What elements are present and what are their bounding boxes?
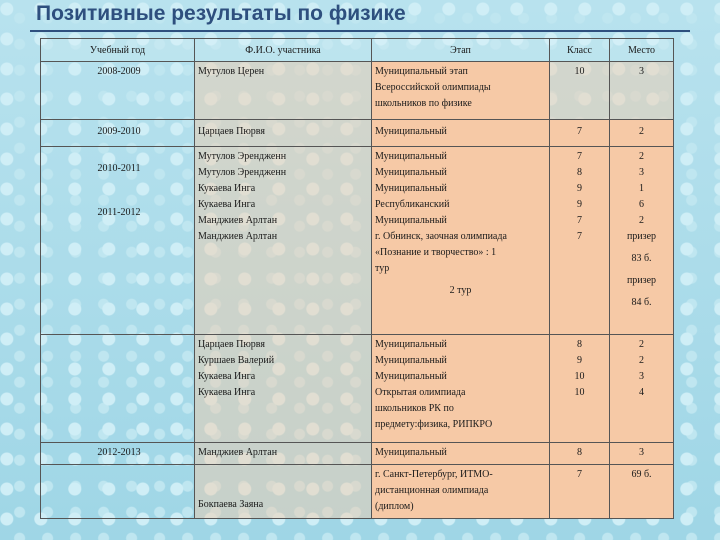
grade-value: 10 [574,387,585,398]
place-cell [610,335,674,443]
grade-value: 8 [577,447,582,458]
participant-name: Манджиев Арлтан [198,447,278,458]
header-name: Ф.И.О. участника [195,39,372,62]
table-row [41,120,674,147]
table-row [41,443,674,465]
name-cell [195,62,372,120]
stage-text: Муниципальный [375,183,447,194]
header-year: Учебный год [41,39,195,62]
page-title: Позитивные результаты по физике [36,2,406,25]
participant-name: Царцаев Пюрвя [198,126,265,137]
grade-value: 10 [574,371,585,382]
stage-text: Муниципальный [375,126,447,137]
grade-value: 7 [577,469,582,480]
place-value: 6 [639,199,644,210]
year-cell [41,335,195,443]
place-value: призер [626,231,657,242]
year-label: 2008-2009 [97,66,141,77]
place-value: 2 [639,339,644,350]
participant-name: Кукаева Инга [198,199,256,210]
place-value: 3 [639,371,644,382]
place-value: 2 [639,215,644,226]
place-cell [610,120,674,147]
grade-value: 7 [577,215,582,226]
stage-cell [372,465,550,519]
header-grade: Класс [550,39,610,62]
place-value: 3 [639,167,644,178]
grade-cell [550,120,610,147]
header-row [41,39,674,62]
year-cell [41,62,195,120]
stage-text: дистанционная олимпиада [375,485,489,496]
participant-name: Манджиев Арлтан [198,215,278,226]
stage-text: тур [375,263,390,274]
participant-name: Кукаева Инга [198,387,256,398]
stage-text: Муниципальный [375,167,447,178]
table-row [41,465,674,519]
place-cell [610,147,674,335]
participant-name: Царцаев Пюрвя [198,339,265,350]
stage-text: Муниципальный этап [375,66,468,77]
stage-text: Муниципальный [375,447,447,458]
grade-value: 7 [577,231,582,242]
stage-text: школьников по физике [375,98,472,109]
stage-text: «Познание и творчество» : 1 [375,247,497,258]
participant-name: Мутулов Церен [198,66,265,77]
stage-text: (диплом) [375,501,414,512]
results-table [40,38,674,519]
grade-value: 8 [577,167,582,178]
stage-text: г. Санкт-Петербург, ИТМО- [375,469,493,480]
stage-text: Муниципальный [375,215,447,226]
participant-name: Бокпаева Заяна [198,499,264,510]
place-value: 69 б. [631,469,652,480]
grade-cell [550,443,610,465]
name-cell [195,120,372,147]
title-underline [30,30,690,32]
place-value: 3 [639,447,644,458]
stage-text: Муниципальный [375,355,447,366]
stage-text: г. Обнинск, заочная олимпиада [375,231,507,242]
participant-name: Кукаева Инга [198,183,256,194]
place-cell [610,62,674,120]
stage-text: Муниципальный [375,339,447,350]
grade-value: 9 [577,183,582,194]
grade-cell [550,465,610,519]
stage-text: школьников РК по [375,403,454,414]
stage-text: предмету:физика, РИПКРО [375,419,493,430]
name-cell [195,147,372,335]
grade-cell [550,62,610,120]
stage-text: Муниципальный [375,371,447,382]
stage-text: Республиканский [375,199,450,210]
place-value: 2 [639,355,644,366]
place-value: призер [626,275,657,286]
place-value: 2 [639,126,644,137]
place-value: 2 [639,151,644,162]
place-value: 3 [639,66,644,77]
grade-value: 9 [577,355,582,366]
stage-text: 2 тур [449,285,472,296]
table-row [41,62,674,120]
stage-cell [372,62,550,120]
place-value: 83 б. [631,253,652,264]
stage-cell [372,147,550,335]
stage-cell [372,335,550,443]
grade-cell [550,335,610,443]
header-place: Место [610,39,674,62]
place-value: 1 [639,183,644,194]
year-cell [41,120,195,147]
header-stage: Этап [372,39,550,62]
name-cell [195,465,372,519]
year-label: 2010-2011 [97,163,141,174]
stage-text: Муниципальный [375,151,447,162]
stage-cell [372,443,550,465]
year-label: 2012-2013 [97,447,141,458]
grade-value: 7 [577,126,582,137]
grade-value: 9 [577,199,582,210]
place-value: 4 [639,387,644,398]
place-cell [610,465,674,519]
stage-text: Открытая олимпиада [375,387,466,398]
year-cell [41,443,195,465]
name-cell [195,335,372,443]
participant-name: Манджиев Арлтан [198,231,278,242]
participant-name: Куршаев Валерий [198,355,275,366]
participant-name: Кукаева Инга [198,371,256,382]
table-row [41,335,674,443]
grade-value: 7 [577,151,582,162]
year-cell [41,465,195,519]
place-cell [610,443,674,465]
year-label: 2011-2012 [97,207,141,218]
year-label: 2009-2010 [97,126,141,137]
participant-name: Мутулов Эрендженн [198,167,287,178]
table-row [41,147,674,335]
grade-cell [550,147,610,335]
place-value: 84 б. [631,297,652,308]
stage-cell [372,120,550,147]
stage-text: Всероссийской олимпиады [375,82,491,93]
grade-value: 10 [574,66,585,77]
participant-name: Мутулов Эрендженн [198,151,287,162]
name-cell [195,443,372,465]
grade-value: 8 [577,339,582,350]
year-cell [41,147,195,335]
